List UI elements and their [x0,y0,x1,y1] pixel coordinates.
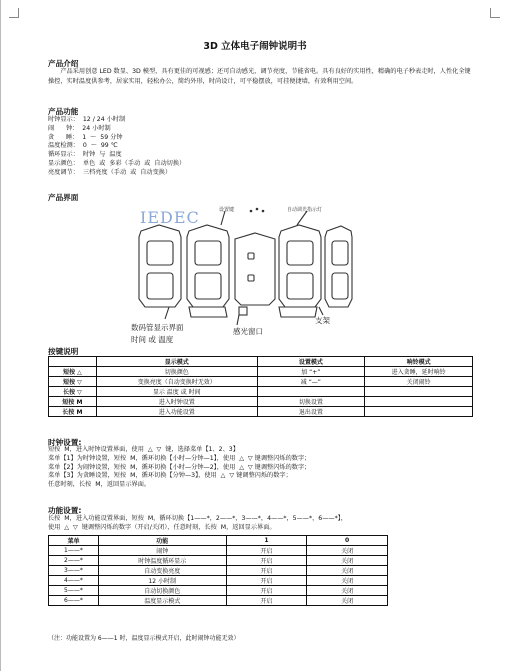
feature-line: 贪 睡： 1 ～ 59 分钟 [48,133,123,141]
table-cell: 关闭 [307,566,388,576]
table-cell [365,407,473,417]
table-cell: 变换亮度（自动变换时无效） [96,377,257,387]
table-cell: 自动变换亮度 [98,566,226,576]
table-header-cell: 响铃模式 [365,357,473,367]
table-cell: 3——* [49,566,99,576]
function-table [48,535,388,606]
paragraph-line: 任意时刻，长按 M，返回显示界面。 [48,481,151,489]
key-cell: 短按 M [49,397,97,407]
document-title: 3D 立体电子闹钟说明书 [203,41,307,52]
auto-light-label: 自动调光指示灯 [287,207,323,213]
keys-table [48,356,473,417]
table-cell: 关闭闹铃 [365,377,473,387]
table-cell: 关闭 [307,576,388,586]
table-cell [365,397,473,407]
table-header-row [49,357,473,367]
paragraph-line: 菜单【1】为时钟设置，短按 M，循环切换【小时—分钟—1】，使用 △ ▽ 键调整闪烁的数字； [48,454,311,462]
table-cell: 开启 [226,566,307,576]
page-corner-mark [490,8,500,18]
clock-settings-text [48,446,310,490]
table-cell: 2——* [49,556,99,566]
table-cell: 1——* [49,546,99,556]
table-cell: 4——* [49,576,99,586]
intro-heading: 产品介绍 [48,59,79,68]
feature-line: 闹 钟： 24 小时制 [48,124,111,132]
feature-line: 显示颜色： 单色 或 多彩（手动 或 自动切换） [48,159,186,167]
paragraph-line: 短按 M，进入时钟设置界面，使用 △ ▽ 键，选择菜单【1、2、3】 [48,446,239,453]
table-cell: 闹钟 [98,546,226,556]
table-cell: 12 小时制 [98,576,226,586]
light-window-label: 感光窗口 [233,327,263,336]
table-row [49,387,473,397]
stand-label: 支架 [315,316,330,325]
function-settings-text [48,515,347,533]
table-header-cell: 功能 [98,536,226,546]
table-header-row [49,536,388,546]
key-cell: 长按 ▽ [49,387,97,397]
table-cell: 关闭 [307,546,388,556]
table-row [49,546,388,556]
features-list [48,116,185,178]
keys-heading: 按键说明 [48,347,79,356]
paragraph-line: 菜单【3】为贪睡设置，短按 M，循环切换【分钟—3】，使用 △ ▽ 键调整闪烁的数字； [48,472,292,480]
table-row [49,367,473,377]
table-header-cell: 显示模式 [96,357,257,367]
table-cell: 进入时钟设置 [96,397,257,407]
watermark-text: IEDEC [140,208,200,227]
table-cell: 切换颜色 [96,367,257,377]
table-cell: 关闭 [307,556,388,566]
table-row [49,377,473,387]
key-cell: 长按 M [49,407,97,417]
page-corner-mark [9,8,19,18]
table-row [49,576,388,586]
features-heading: 产品功能 [48,107,79,116]
paragraph-line: 长按 M，进入功能设置界面，短按 M，循环切换【1——*，2——*，3——*，4——*，5——*，6——*】， [48,515,347,522]
table-cell: 6——* [49,596,99,606]
table-cell: 开启 [226,586,307,596]
key-cell: 短按 ▽ [49,377,97,387]
key-cell: 短按 △ [49,367,97,377]
table-row [49,556,388,566]
paragraph-line: 使用 △ ▽ 键调整闪烁的数字（开启/关闭），任意时刻，长按 M，返回显示界面。 [48,523,276,531]
settings-key-label: 设置键 [219,207,235,213]
clock-settings-heading: 时钟设置: [48,438,82,447]
table-cell: 进入功能设置 [96,407,257,417]
feature-line: 亮度调节： 三档亮度（手动 或 自动变换） [48,168,172,176]
table-row [49,596,388,606]
table-row [49,407,473,417]
table-cell: 时钟温度循环显示 [98,556,226,566]
table-row [49,586,388,596]
table-cell [257,387,365,397]
intro-text: 产品采用创意 LED 数显、3D 模型，具有更佳的可视感；还可自动感光，调节亮度，节能省电。具有良好的实用性，精确的电子秒表走时，人性化全键操控，实时温度供参考，居家实用，轻松办公，简约外形，时尚设计，可平稳摆放，可挂便捷墙，有效利用空间。 [48,68,471,85]
table-cell: 自动切换颜色 [98,586,226,596]
table-cell: 开启 [226,546,307,556]
table-cell: 显示 温度 或 时间 [96,387,257,397]
table-row [49,566,388,576]
table-cell: 温度显示模式 [98,596,226,606]
table-cell: 开启 [226,556,307,566]
table-cell: 进入贪睡，延时响铃 [365,367,473,377]
table-cell: 开启 [226,596,307,606]
interface-heading: 产品界面 [48,193,79,202]
table-cell: 关闭 [307,586,388,596]
function-settings-heading: 功能设置: [48,506,82,515]
table-row [49,397,473,407]
feature-line: 时钟显示： 12 / 24 小时制 [48,116,126,123]
table-cell: 退出设置 [257,407,365,417]
time-or-temp-label: 时间 或 温度 [131,335,174,344]
table-cell [365,387,473,397]
function-note: （注：功能设置为 6——1 时，温度显示模式开启，此时闹钟功能无效） [48,635,240,642]
paragraph-line: 菜单【2】为闹钟设置，短按 M，循环切换【小时—分钟—2】，使用 △ ▽ 键调整闪烁的数字； [48,463,311,471]
table-cell: 5——* [49,586,99,596]
feature-line: 温度检测： 0 ～ 99 ℃ [48,142,118,150]
table-header-cell: 0 [307,536,388,546]
table-cell: 切换设置 [257,397,365,407]
table-cell: 加 “+” [257,367,365,377]
feature-line: 循环显示： 时钟 与 温度 [48,151,122,159]
table-header-cell: 菜单 [49,536,99,546]
display-label: 数码管显示界面 [131,323,184,332]
table-cell: 减 “—” [257,377,365,387]
table-header-cell [49,357,97,367]
table-header-cell: 1 [226,536,307,546]
table-cell: 关闭 [307,596,388,606]
table-cell: 开启 [226,576,307,586]
table-header-cell: 设置模式 [257,357,365,367]
